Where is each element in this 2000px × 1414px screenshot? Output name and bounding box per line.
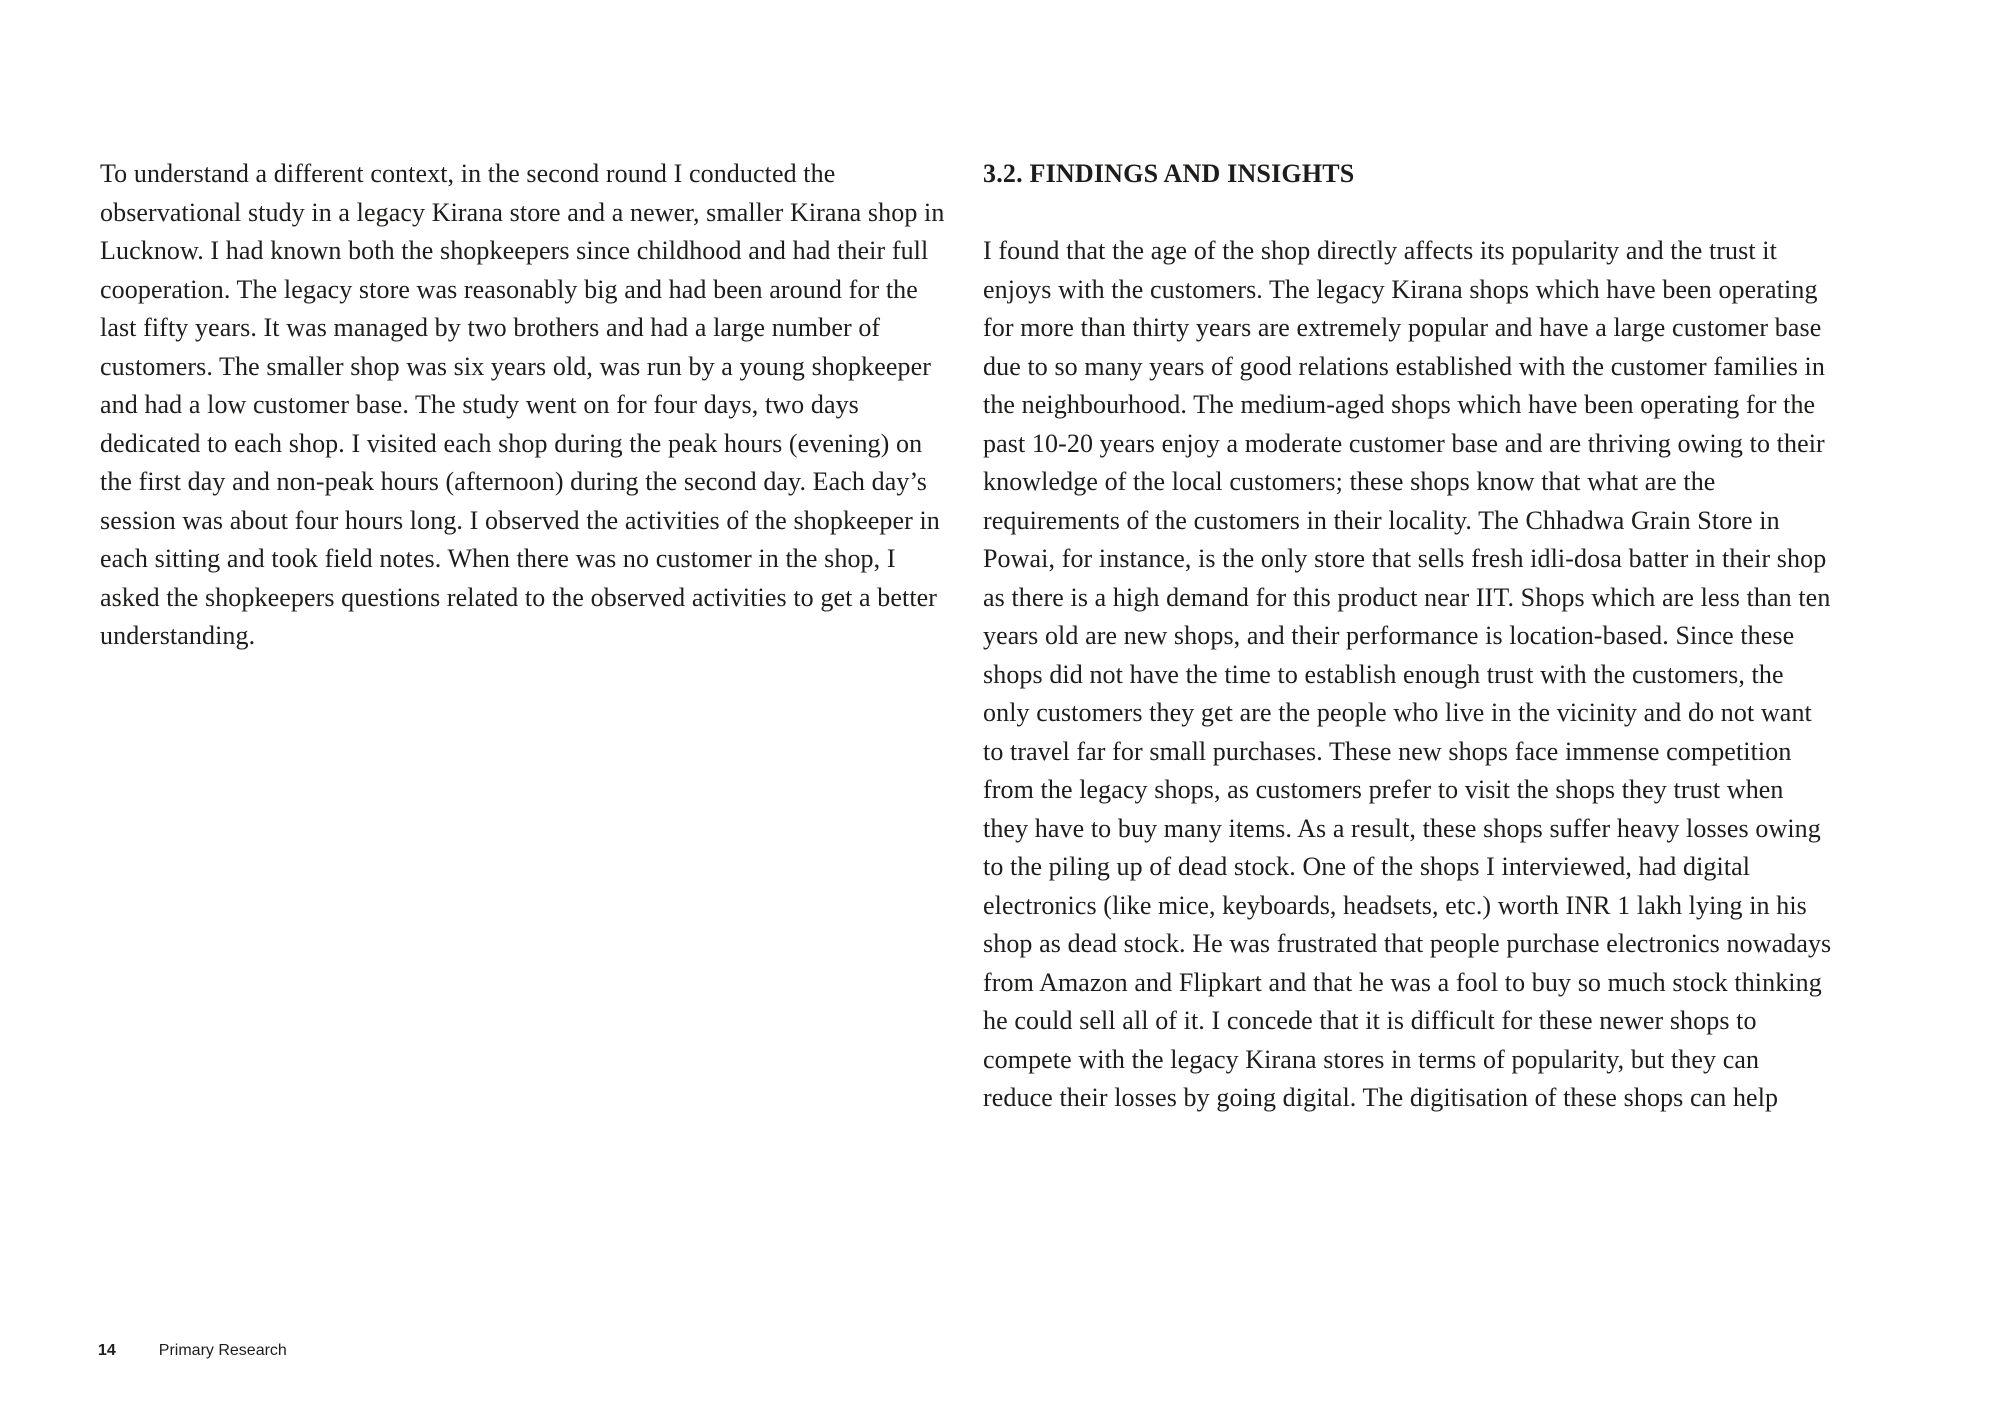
page-footer — [98, 1341, 287, 1361]
right-column-paragraph: I found that the age of the shop directly affects its popularity and the trust it enjoys with the customers. The legacy Kirana shops which have been operating for more than thirty years are extremely popular and have a large customer base due to so many years of good relations established with the customer families in the neighbourhood. The medium-aged shops which have been operating for the past 10-20 years enjoy a moderate customer base and are thriving owing to their knowledge of the local customers; these shops know that what are the requirements of the customers in their locality. The Chhadwa Grain Store in Powai, for instance, is the only store that sells fresh idli-dosa batter in their shop as there is a high demand for this product near IIT. Shops which are less than ten years old are new shops, and their performance is location-based. Since these shops did not have the time to establish enough trust with the customers, the only customers they get are the people who live in the vicinity and do not want to travel far for small purchases. These new shops face immense competition from the legacy shops, as customers prefer to visit the shops they trust when they have to buy many items. As a result, these shops suffer heavy losses owing to the piling up of dead stock. One of the shops I interviewed, had digital electronics (like mice, keyboards, headsets, etc.) worth INR 1 lakh lying in his shop as dead stock. He was frustrated that people purchase electronics nowadays from Amazon and Flipkart and that he was a fool to buy so much stock thinking he could sell all of it. I concede that it is difficult for these newer shops to compete with the legacy Kirana stores in terms of popularity, but they can reduce their losses by going digital. The digitisation of these shops can help — [983, 236, 1832, 1112]
right-column — [983, 155, 1833, 1118]
section-heading: 3.2. FINDINGS AND INSIGHTS — [983, 159, 1355, 188]
page-number: 14 — [98, 1342, 116, 1359]
left-column — [100, 155, 950, 656]
left-column-paragraph: To understand a different context, in the second round I conducted the observational study in a legacy Kirana store and a newer, smaller Kirana shop in Lucknow. I had known both the shopkeepers since childhood and had their full cooperation. The legacy store was reasonably big and had been around for the last fifty years. It was managed by two brothers and had a large number of customers. The smaller shop was six years old, was run by a young shopkeeper and had a low customer base. The study went on for four days, two days dedicated to each shop. I visited each shop during the peak hours (evening) on the first day and non-peak hours (afternoon) during the second day. Each day’s session was about four hours long. I observed the activities of the shopkeeper in each sitting and took field notes. When there was no customer in the shop, I asked the shopkeepers questions related to the observed activities to get a better understanding. — [100, 159, 945, 650]
footer-section-label: Primary Research — [158, 1342, 287, 1359]
